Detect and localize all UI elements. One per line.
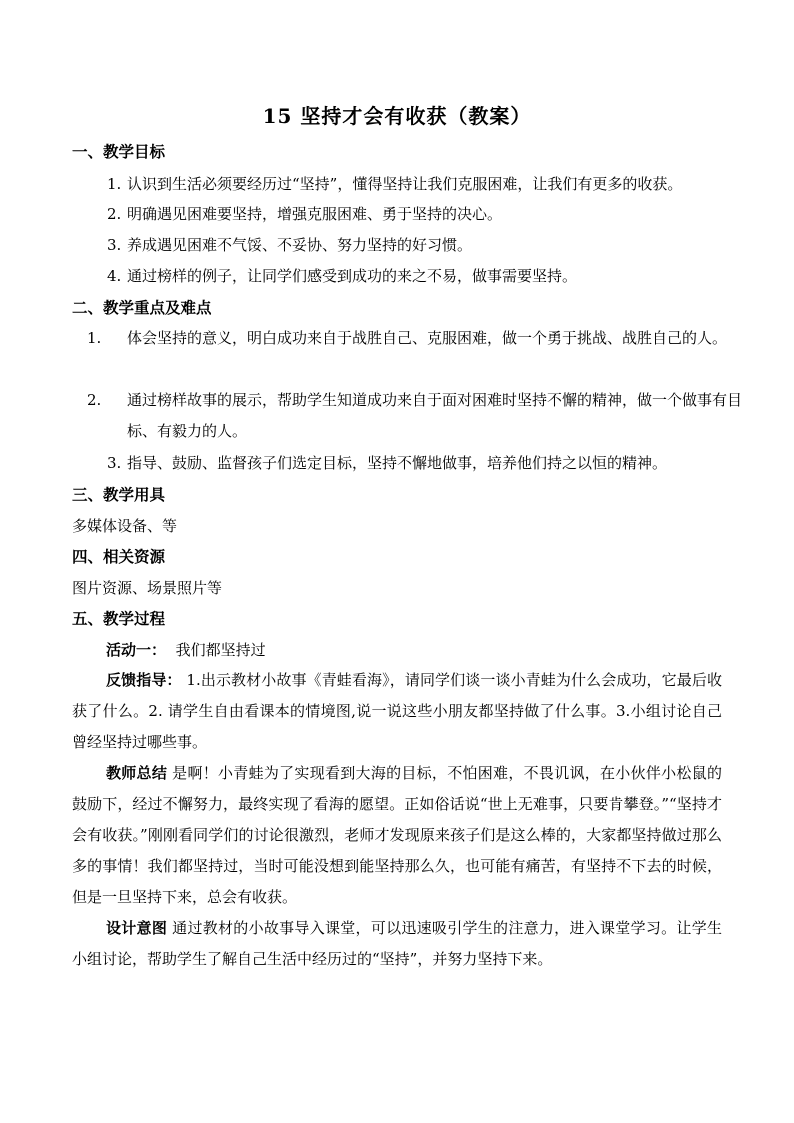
list-item [107,265,727,287]
section-heading-materials: 三、教学用具 [72,485,166,504]
section-heading-objectives: 一、教学目标 [72,142,166,161]
materials-text: 多媒体设备、等 [72,517,178,535]
item-number: 1. [107,175,122,193]
summary-text: 是啊！小青蛙为了实现看到大海的目标，不怕困难，不畏讥讽，在小伙伴小松鼠的鼓励下，经过不懈努力，最终实现了看海的愿望。正如俗话说“世上无难事，只要肯攀登。”“坚持才会有收获。”刚刚看同学们的讨论很激烈，老师才发现原来孩子们是这么棒的，大家都坚持做过那么多的事情！我们都坚持过，当时可能没想到能坚持那么久，也可能有痛苦，有坚持不下去的时候，但是一旦坚持下来，总会有收获。 [72,764,722,906]
list-item [107,173,727,195]
list-item [107,452,727,474]
feedback-label: 反馈指导： [106,671,182,689]
list-item [107,203,727,225]
section-heading-resources: 四、相关资源 [72,547,166,566]
list-item [87,323,747,354]
item-text: 体会坚持的意义，明白成功来自于战胜自己、克服困难，做一个勇于挑战、战胜自己的人。 [127,329,728,347]
item-number: 3. [107,236,122,254]
item-number: 2. [87,391,102,409]
feedback-text: 1.出示教材小故事《青蛙看海》，请同学们谈一谈小青蛙为什么会成功，它最后收获了什么。2. 请学生自由看课本的情境图,说一说这些小朋友都坚持做了什么事。3.小组讨论自己曾经坚持过哪些事。 [72,671,722,751]
activity-line [106,639,266,661]
item-number: 1. [87,329,102,347]
item-text: 通过榜样故事的展示，帮助学生知道成功来自于面对困难时坚持不懈的精神，做一个做事有目标、有毅力的人。 [127,391,743,440]
item-text: 指导、鼓励、监督孩子们选定目标，坚持不懈地做事，培养他们持之以恒的精神。 [127,454,668,472]
item-number: 3. [107,454,122,472]
section-heading-process: 五、教学过程 [72,609,166,628]
item-number: 4. [107,267,122,285]
list-item [87,385,747,447]
section-heading-key-points: 二、教学重点及难点 [72,298,212,317]
page-title: 15 坚持才会有收获（教案） [262,104,532,128]
design-intent-paragraph [72,913,722,975]
design-label: 设计意图 [106,919,168,937]
item-text: 养成遇见困难不气馁、不妥协、努力坚持的好习惯。 [127,236,473,254]
resources-text: 图片资源、场景照片等 [72,579,223,597]
summary-label: 教师总结 [106,764,168,782]
activity-title: 我们都坚持过 [175,641,266,659]
item-text: 通过榜样的例子，让同学们感受到成功的来之不易，做事需要坚持。 [127,267,578,285]
item-text: 认识到生活必须要经历过“坚持”，懂得坚持让我们克服困难，让我们有更多的收获。 [127,175,683,193]
design-text: 通过教材的小故事导入课堂，可以迅速吸引学生的注意力，进入课堂学习。让学生小组讨论，帮助学生了解自己生活中经历过的“坚持”，并努力坚持下来。 [72,919,722,968]
feedback-paragraph [72,665,722,758]
activity-label: 活动一： [106,641,167,659]
summary-paragraph [72,758,722,913]
list-item [107,234,727,256]
item-number: 2. [107,205,122,223]
item-text: 明确遇见困难要坚持，增强克服困难、勇于坚持的决心。 [127,205,503,223]
